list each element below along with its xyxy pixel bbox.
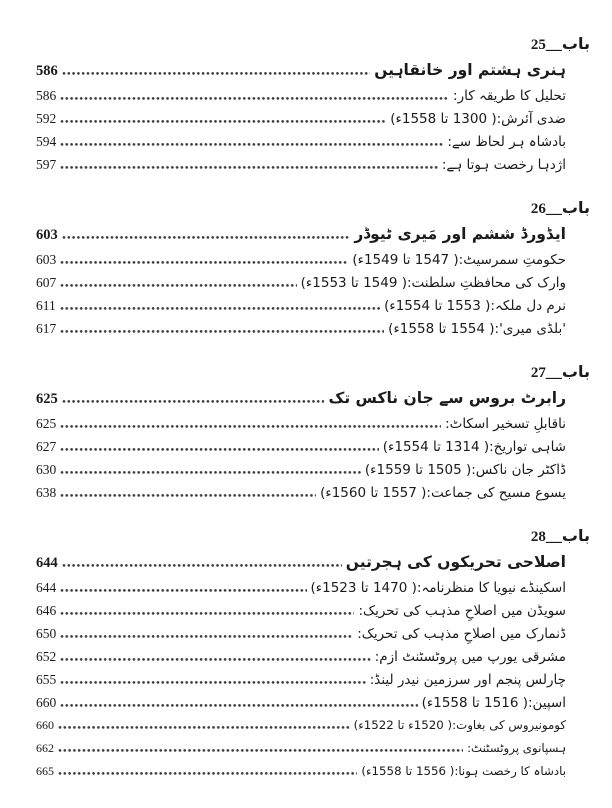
entry-title: کومونیروس کی بغاوت:( 1520ء تا 1522ء) — [353, 718, 566, 732]
chapter-page-number: 586 — [36, 63, 58, 79]
entry-title: چارلس پنجم اور سرزمین نیدر لینڈ: — [369, 672, 566, 688]
chapter-page-number: 603 — [36, 227, 58, 243]
entry-title: اژدہا رخصت ہوتا ہے: — [441, 157, 566, 173]
dotted-leader — [60, 447, 378, 452]
toc-entry-row — [36, 435, 566, 458]
entry-page-number: 597 — [36, 157, 57, 172]
chapter-title: اصلاحی تحریکوں کی ہجرتیں — [345, 553, 566, 571]
entry-title: وارک کی محافظتِ سلطنت:( 1549 تا 1553ء) — [300, 275, 566, 291]
chapter-number: 27 — [530, 365, 546, 381]
entry-page-number: 603 — [36, 252, 57, 267]
entry-page-number: 660 — [36, 695, 57, 710]
entry-title: اسپین:( 1516 تا 1558ء) — [421, 695, 566, 711]
dotted-leader — [62, 235, 351, 240]
entry-page-number: 652 — [36, 649, 57, 664]
toc-entry-row — [36, 622, 566, 645]
entry-page-number: 592 — [36, 111, 57, 126]
dotted-leader — [62, 563, 342, 568]
chapter-section — [36, 198, 590, 340]
chapter-heading — [36, 34, 590, 55]
toc-entry-row — [36, 130, 566, 153]
chapter-separator: __ — [545, 200, 562, 217]
chapter-section — [36, 34, 590, 176]
entry-page-number: 646 — [36, 603, 57, 618]
toc-entry-row — [36, 271, 566, 294]
entry-page-number: 660 — [36, 718, 54, 732]
chapter-heading — [36, 526, 590, 547]
entry-title: اسکینڈے نیویا کا منظرنامہ:( 1470 تا 1523ء) — [310, 580, 566, 596]
entry-page-number: 638 — [36, 485, 57, 500]
toc-entry-row — [36, 760, 566, 783]
toc-entry-row — [36, 412, 566, 435]
entry-title: ناقابلِ تسخیر اسکاٹ: — [445, 416, 566, 432]
chapter-entries — [36, 84, 566, 176]
entry-page-number: 617 — [36, 321, 57, 336]
entry-page-number: 650 — [36, 626, 57, 641]
entry-title: بادشاہ کا رخصت ہونا:( 1556 تا 1558ء) — [361, 764, 566, 778]
toc-entry-row — [36, 668, 566, 691]
chapter-page-number: 644 — [36, 555, 58, 571]
chapter-page-number: 625 — [36, 391, 58, 407]
toc-entry-row — [36, 458, 566, 481]
chapter-title-row — [36, 57, 566, 84]
chapter-title-row — [36, 549, 566, 576]
dotted-leader — [62, 71, 370, 76]
entry-title: بادشاہ ہر لحاظ سے: — [447, 134, 566, 150]
toc-entry-row — [36, 294, 566, 317]
dotted-leader — [60, 283, 296, 288]
chapter-title: ایڈورڈ ششم اور مَیری ٹیوڈر — [354, 225, 566, 243]
toc-entry-row — [36, 153, 566, 176]
entry-title: 'بلڈی میری':( 1554 تا 1558ء) — [388, 321, 566, 337]
toc-entry-row — [36, 84, 566, 107]
entry-page-number: 644 — [36, 580, 57, 595]
dotted-leader — [60, 470, 361, 475]
chapter-heading — [36, 362, 590, 383]
chapter-entries — [36, 248, 566, 340]
chapter-label: باب — [561, 362, 590, 381]
entry-page-number: 630 — [36, 462, 57, 477]
dotted-leader — [60, 424, 441, 429]
entry-page-number: 611 — [36, 298, 56, 313]
chapter-label: باب — [561, 526, 590, 545]
chapter-separator: __ — [545, 528, 562, 545]
chapter-entries — [36, 576, 566, 783]
toc-entry-row — [36, 737, 566, 760]
dotted-leader — [60, 165, 438, 170]
chapter-label: باب — [561, 198, 590, 217]
entry-title: شاہی تواریخ:( 1314 تا 1554ء) — [382, 439, 566, 455]
entry-title: سویڈن میں اصلاحِ مذہب کی تحریک: — [358, 603, 566, 619]
dotted-leader — [58, 771, 357, 776]
chapter-title: رابرٹ بروس سے جان ناکس تک — [328, 389, 566, 407]
dotted-leader — [60, 329, 384, 334]
dotted-leader — [60, 611, 354, 616]
entry-page-number: 655 — [36, 672, 57, 687]
dotted-leader — [60, 588, 306, 593]
entry-page-number: 665 — [36, 764, 54, 778]
entry-title: ضدی آئرش:( 1300 تا 1558ء) — [390, 111, 566, 127]
entry-title: ڈاکٹر جان ناکس:( 1505 تا 1559ء) — [364, 462, 566, 478]
chapter-entries — [36, 412, 566, 504]
toc-entry-row — [36, 599, 566, 622]
toc-entry-row — [36, 691, 566, 714]
chapter-separator: __ — [545, 36, 562, 53]
chapter-section — [36, 362, 590, 504]
dotted-leader — [60, 260, 348, 265]
dotted-leader — [62, 399, 325, 404]
dotted-leader — [58, 748, 463, 753]
chapter-title-row — [36, 385, 566, 412]
dotted-leader — [60, 306, 380, 311]
entry-title: یسوع مسیح کی جماعت:( 1557 تا 1560ء) — [320, 485, 566, 501]
chapter-number: 25 — [530, 37, 546, 53]
entry-title: نرم دل ملکہ:( 1553 تا 1554ء) — [384, 298, 566, 314]
dotted-leader — [60, 703, 417, 708]
dotted-leader — [60, 142, 443, 147]
chapter-number: 26 — [530, 201, 546, 217]
entry-page-number: 607 — [36, 275, 57, 290]
toc-entry-row — [36, 714, 566, 737]
entry-title: مشرقی یورپ میں پروٹسٹنٹ ازم: — [374, 649, 566, 665]
toc-entry-row — [36, 317, 566, 340]
entry-page-number: 586 — [36, 88, 57, 103]
chapter-separator: __ — [545, 364, 562, 381]
dotted-leader — [60, 657, 371, 662]
dotted-leader — [60, 680, 365, 685]
toc-entry-row — [36, 576, 566, 599]
dotted-leader — [60, 493, 316, 498]
entry-title: تحلیل کا طریقہ کار: — [453, 88, 566, 104]
chapter-title-row — [36, 221, 566, 248]
chapter-list — [36, 34, 590, 783]
entry-title: ہسپانوی پروٹسٹنٹ: — [467, 741, 566, 755]
chapter-title: ہنری ہشتم اور خانقاہیں — [374, 61, 566, 79]
chapter-section — [36, 526, 590, 783]
chapter-label: باب — [561, 34, 590, 53]
entry-page-number: 594 — [36, 134, 57, 149]
entry-page-number: 625 — [36, 416, 57, 431]
toc-entry-row — [36, 481, 566, 504]
toc-entry-row — [36, 107, 566, 130]
entry-page-number: 662 — [36, 741, 54, 755]
dotted-leader — [60, 119, 386, 124]
entry-page-number: 627 — [36, 439, 57, 454]
chapter-number: 28 — [530, 529, 546, 545]
entry-title: حکومتِ سمرسیٹ:( 1547 تا 1549ء) — [352, 252, 566, 268]
toc-entry-row — [36, 645, 566, 668]
dotted-leader — [58, 725, 350, 730]
chapter-heading — [36, 198, 590, 219]
toc-entry-row — [36, 248, 566, 271]
dotted-leader — [60, 634, 353, 639]
dotted-leader — [60, 96, 449, 101]
entry-title: ڈنمارک میں اصلاحِ مذہب کی تحریک: — [357, 626, 566, 642]
